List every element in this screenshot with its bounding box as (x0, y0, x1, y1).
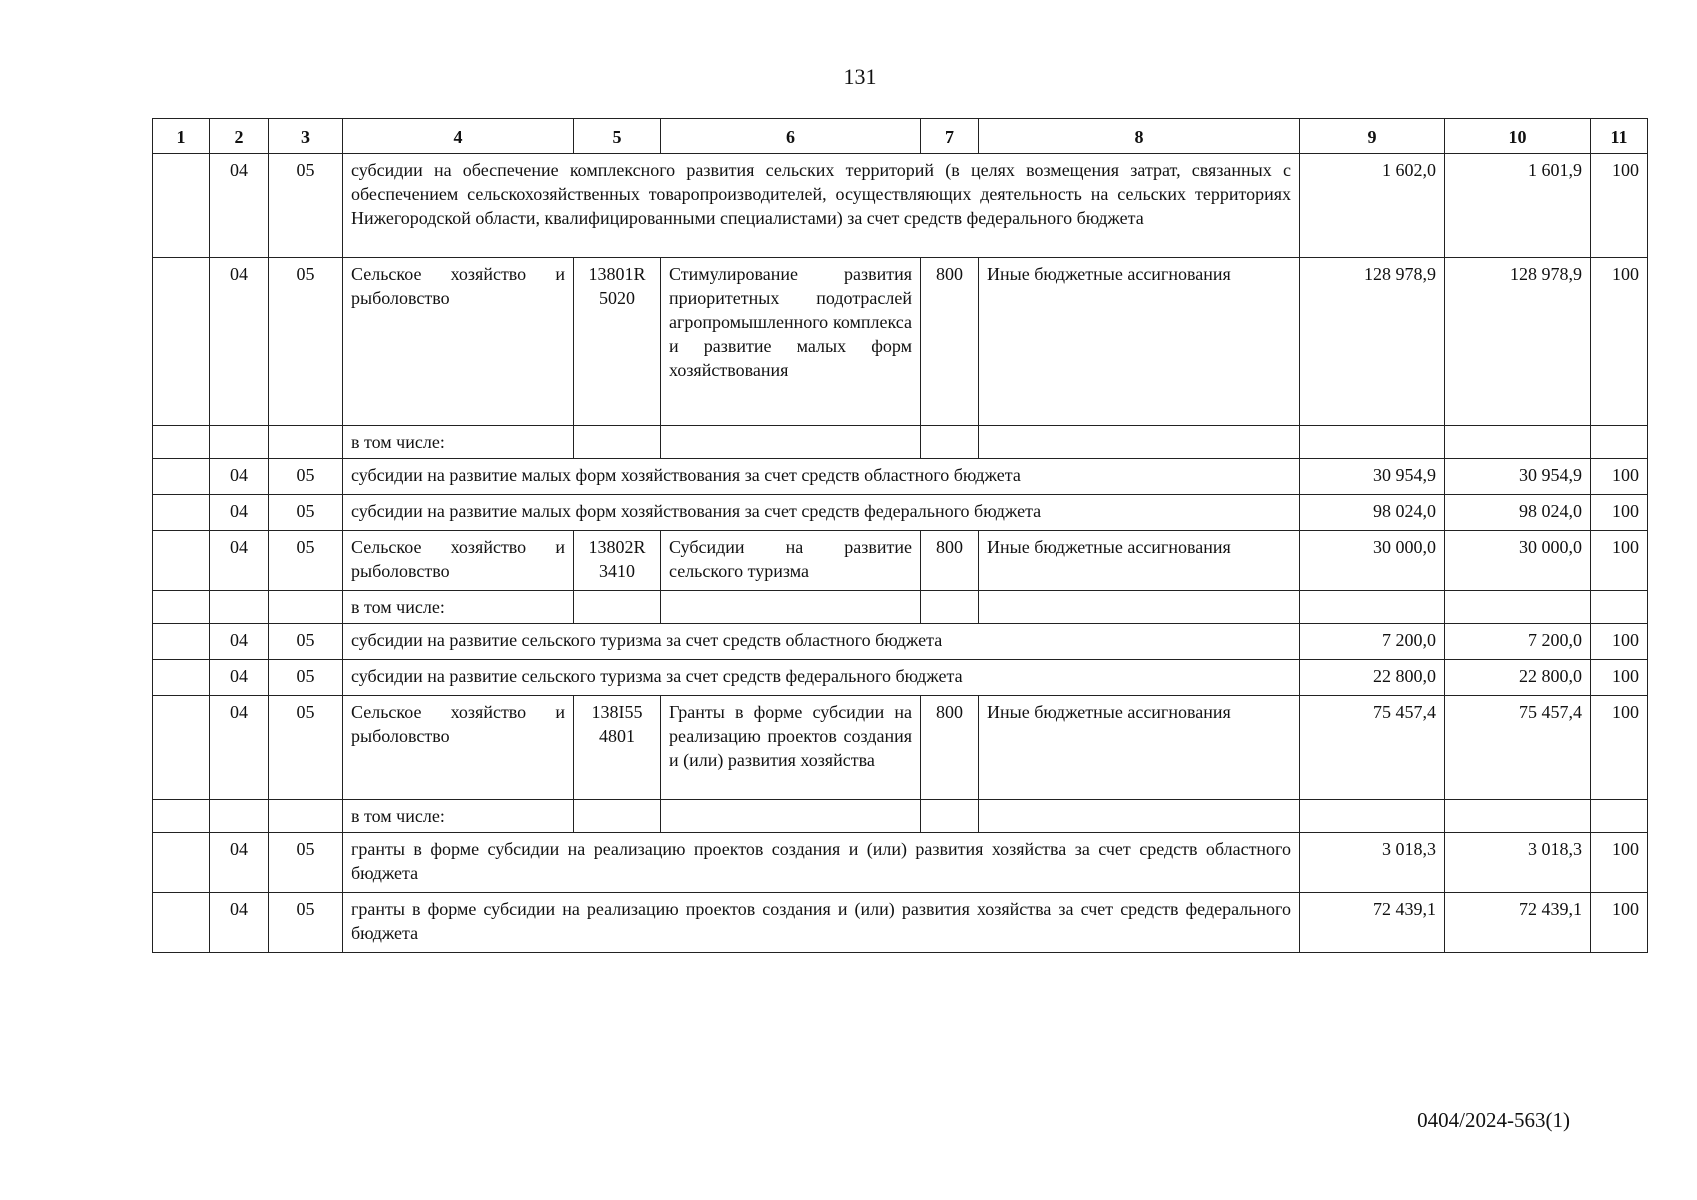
section-code: 04 (210, 495, 269, 531)
section-name: Сельское хозяйство и рыболовство (343, 258, 574, 426)
row-description: субсидии на развитие сельского туризма за счет средств федерального бюджета (343, 660, 1300, 696)
amount-executed: 75 457,4 (1445, 696, 1591, 800)
section-name: Сельское хозяйство и рыболовство (343, 531, 574, 591)
expense-type: 800 (921, 696, 979, 800)
section-code: 04 (210, 624, 269, 660)
expense-type-name: Иные бюджетные ассигнования (979, 696, 1300, 800)
table-row (153, 591, 1648, 624)
amount-planned: 7 200,0 (1300, 624, 1445, 660)
col-header: 5 (574, 119, 661, 154)
section-name: Сельское хозяйство и рыболовство (343, 696, 574, 800)
table-row (153, 660, 1648, 696)
row-description: субсидии на развитие малых форм хозяйствования за счет средств федерального бюджета (343, 495, 1300, 531)
subsection-code: 05 (269, 495, 343, 531)
amount-executed: 128 978,9 (1445, 258, 1591, 426)
percent-executed: 100 (1591, 258, 1648, 426)
section-code: 04 (210, 696, 269, 800)
section-code: 04 (210, 258, 269, 426)
including-label: в том числе: (343, 426, 574, 459)
col-header: 1 (153, 119, 210, 154)
budget-table (152, 118, 1648, 953)
col-header: 7 (921, 119, 979, 154)
table-row (153, 495, 1648, 531)
including-label: в том числе: (343, 591, 574, 624)
amount-planned: 3 018,3 (1300, 833, 1445, 893)
expense-type: 800 (921, 531, 979, 591)
col-header: 2 (210, 119, 269, 154)
percent-executed: 100 (1591, 531, 1648, 591)
percent-executed: 100 (1591, 154, 1648, 258)
table-row (153, 893, 1648, 953)
subsection-code: 05 (269, 893, 343, 953)
table-row (153, 696, 1648, 800)
subsection-code: 05 (269, 624, 343, 660)
row-description: субсидии на обеспечение комплексного развития сельских территорий (в целях возмещения затрат, связанных с обеспечением сельскохозяйственных товаропроизводителей, осуществляющих деятельность на сельских территориях Нижегородской области, квалифицированными специалистами) за счет средств федерального бюджета (343, 154, 1300, 258)
amount-planned: 30 954,9 (1300, 459, 1445, 495)
expense-type: 800 (921, 258, 979, 426)
amount-executed: 3 018,3 (1445, 833, 1591, 893)
article-name: Стимулирование развития приоритетных подотраслей агропромышленного комплекса и развитие малых форм хозяйствования (661, 258, 921, 426)
subsection-code: 05 (269, 833, 343, 893)
table-row (153, 531, 1648, 591)
target-article: 138I55 4801 (574, 696, 661, 800)
section-code: 04 (210, 833, 269, 893)
subsection-code: 05 (269, 258, 343, 426)
page-number: 131 (843, 64, 877, 89)
table-row (153, 154, 1648, 258)
amount-executed: 30 000,0 (1445, 531, 1591, 591)
amount-executed: 30 954,9 (1445, 459, 1591, 495)
table-row (153, 833, 1648, 893)
table-row (153, 800, 1648, 833)
table-row (153, 258, 1648, 426)
subsection-code: 05 (269, 459, 343, 495)
row-description: гранты в форме субсидии на реализацию проектов создания и (или) развития хозяйства за счет средств областного бюджета (343, 833, 1300, 893)
percent-executed: 100 (1591, 624, 1648, 660)
row-description: субсидии на развитие сельского туризма за счет средств областного бюджета (343, 624, 1300, 660)
table-row (153, 459, 1648, 495)
expense-type-name: Иные бюджетные ассигнования (979, 531, 1300, 591)
document-code: 0404/2024-563(1) (1417, 1108, 1570, 1132)
article-name: Гранты в форме субсидии на реализацию проектов создания и (или) развития хозяйства (661, 696, 921, 800)
percent-executed: 100 (1591, 459, 1648, 495)
amount-planned: 1 602,0 (1300, 154, 1445, 258)
table-row (153, 426, 1648, 459)
section-code: 04 (210, 154, 269, 258)
percent-executed: 100 (1591, 660, 1648, 696)
target-article: 13801R 5020 (574, 258, 661, 426)
row-description: гранты в форме субсидии на реализацию проектов создания и (или) развития хозяйства за счет средств федерального бюджета (343, 893, 1300, 953)
section-code: 04 (210, 531, 269, 591)
percent-executed: 100 (1591, 833, 1648, 893)
amount-planned: 98 024,0 (1300, 495, 1445, 531)
subsection-code: 05 (269, 154, 343, 258)
amount-executed: 1 601,9 (1445, 154, 1591, 258)
section-code: 04 (210, 893, 269, 953)
col-header: 11 (1591, 119, 1648, 154)
header-row (153, 119, 1648, 154)
subsection-code: 05 (269, 696, 343, 800)
row-description: субсидии на развитие малых форм хозяйствования за счет средств областного бюджета (343, 459, 1300, 495)
col-header: 8 (979, 119, 1300, 154)
col-header: 4 (343, 119, 574, 154)
amount-planned: 75 457,4 (1300, 696, 1445, 800)
amount-executed: 72 439,1 (1445, 893, 1591, 953)
expense-type-name: Иные бюджетные ассигнования (979, 258, 1300, 426)
percent-executed: 100 (1591, 495, 1648, 531)
col-header: 9 (1300, 119, 1445, 154)
col-header: 3 (269, 119, 343, 154)
amount-executed: 7 200,0 (1445, 624, 1591, 660)
section-code: 04 (210, 459, 269, 495)
table-row (153, 624, 1648, 660)
percent-executed: 100 (1591, 696, 1648, 800)
col-header: 10 (1445, 119, 1591, 154)
article-name: Субсидии на развитие сельского туризма (661, 531, 921, 591)
col-header: 6 (661, 119, 921, 154)
subsection-code: 05 (269, 660, 343, 696)
amount-executed: 98 024,0 (1445, 495, 1591, 531)
amount-planned: 72 439,1 (1300, 893, 1445, 953)
amount-planned: 30 000,0 (1300, 531, 1445, 591)
subsection-code: 05 (269, 531, 343, 591)
amount-executed: 22 800,0 (1445, 660, 1591, 696)
percent-executed: 100 (1591, 893, 1648, 953)
amount-planned: 128 978,9 (1300, 258, 1445, 426)
target-article: 13802R 3410 (574, 531, 661, 591)
including-label: в том числе: (343, 800, 574, 833)
amount-planned: 22 800,0 (1300, 660, 1445, 696)
section-code: 04 (210, 660, 269, 696)
